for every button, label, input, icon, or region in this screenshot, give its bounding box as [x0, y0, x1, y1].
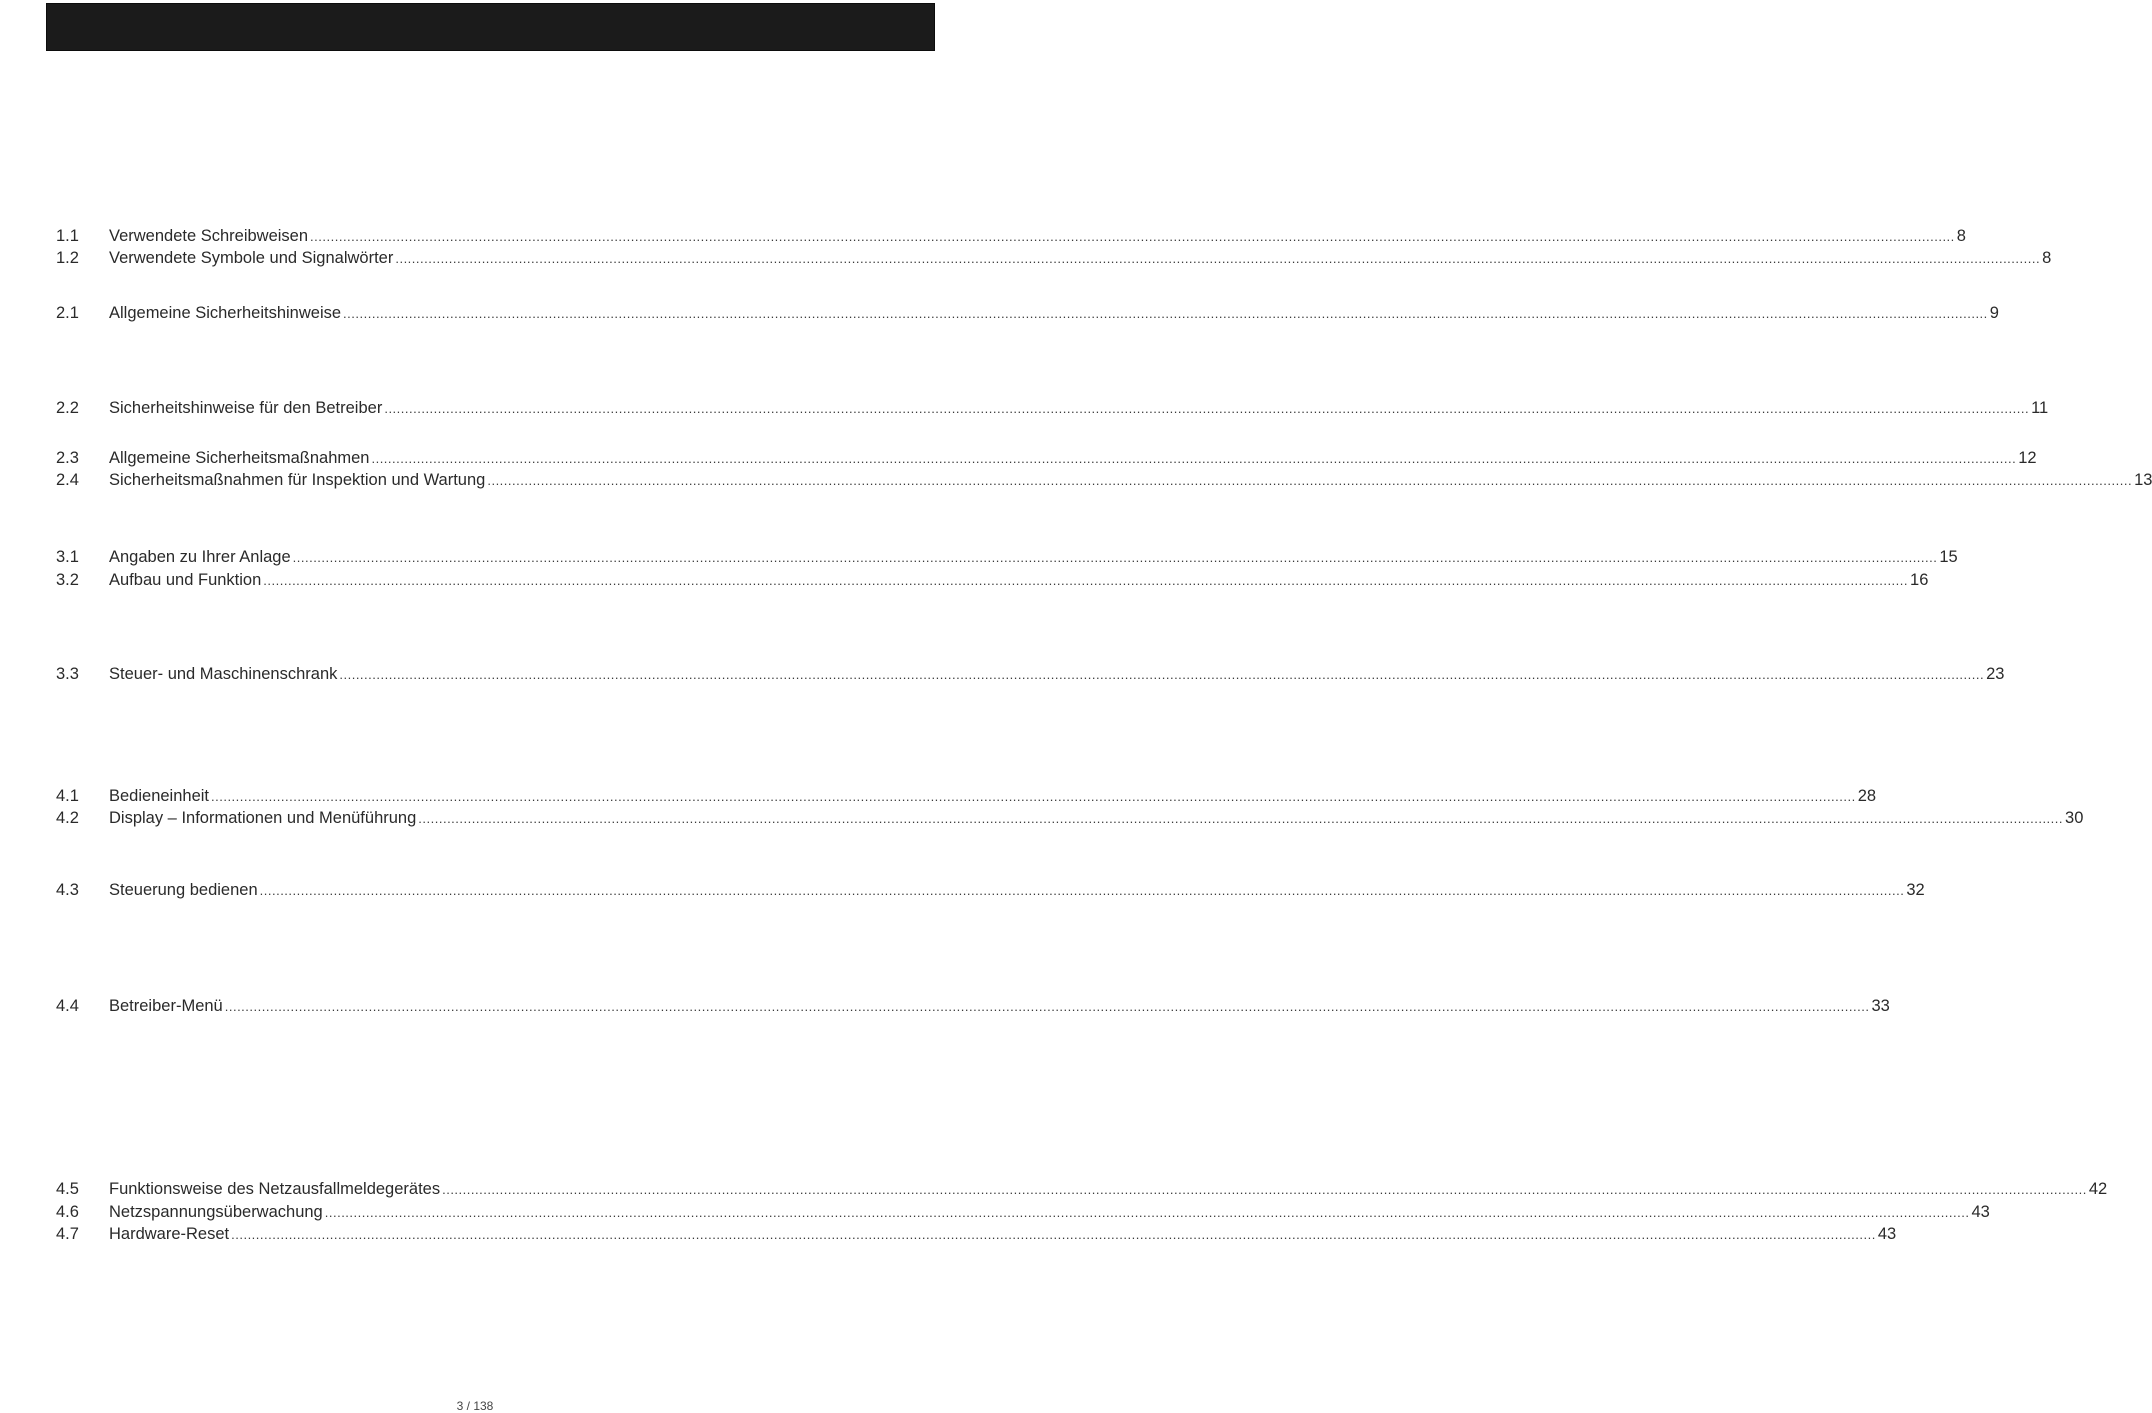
toc-entry-title: Bedieneinheit: [109, 787, 209, 805]
toc-entry-title: Sicherheitsmaßnahmen für Inspektion und Wartung: [109, 471, 486, 489]
toc-entry-title: Allgemeine Sicherheitshinweise: [109, 304, 342, 322]
dot-leader: ................................................................................................................................................................................................................................................................................................................................................................................................................: [384, 401, 2030, 416]
toc-entry[interactable]: [56, 1201, 1990, 1223]
toc-entry[interactable]: [56, 1178, 2108, 1200]
dot-leader: ................................................................................................................................................................................................................................................................................................................................................................................................................: [442, 1182, 2087, 1197]
toc-entry-page: 32: [1906, 881, 1925, 899]
toc-entry-page: 12: [2018, 449, 2037, 467]
toc-entry-page: 9: [1989, 304, 1999, 322]
toc-entry-number: 4.7: [56, 1225, 79, 1243]
dot-leader: ................................................................................................................................................................................................................................................................................................................................................................................................................: [418, 811, 2064, 826]
toc-entry[interactable]: [56, 397, 2049, 419]
toc-entry-page: 30: [2065, 809, 2084, 827]
toc-entry-number: 2.4: [56, 471, 79, 489]
toc-entry-number: 2.2: [56, 399, 79, 417]
dot-leader: ................................................................................................................................................................................................................................................................................................................................................................................................................: [292, 550, 1938, 565]
toc-entry[interactable]: [56, 569, 1929, 591]
toc-entry-page: 43: [1877, 1225, 1897, 1243]
toc-entry-title: Allgemeine Sicherheitsmaßnahmen: [109, 449, 370, 467]
toc-entry[interactable]: [56, 546, 1958, 568]
dot-leader: ................................................................................................................................................................................................................................................................................................................................................................................................................: [259, 883, 1905, 898]
toc-entry-title: Verwendete Symbole und Signalwörter: [109, 249, 394, 267]
dot-leader: ................................................................................................................................................................................................................................................................................................................................................................................................................: [231, 1227, 1876, 1242]
toc-entry[interactable]: [56, 447, 2037, 469]
toc-entry-number: 4.2: [56, 809, 79, 827]
toc-entry[interactable]: [56, 807, 2084, 829]
toc-entry-page: 15: [1939, 548, 1958, 566]
toc-entry-title: Verwendete Schreibweisen: [109, 227, 309, 245]
toc-entry[interactable]: [56, 663, 2005, 685]
toc-entry[interactable]: [56, 302, 1999, 324]
dot-leader: ................................................................................................................................................................................................................................................................................................................................................................................................................: [224, 999, 1870, 1014]
toc-entry-number: 3.2: [56, 571, 79, 589]
dot-leader: ................................................................................................................................................................................................................................................................................................................................................................................................................: [371, 451, 2017, 466]
toc-entry-title: Betreiber-Menü: [109, 997, 223, 1015]
toc-entry-number: 4.1: [56, 787, 79, 805]
toc-entry-title: Steuer- und Maschinenschrank: [109, 665, 338, 683]
toc-entry-title: Aufbau und Funktion: [109, 571, 262, 589]
toc-entry-number: 2.3: [56, 449, 79, 467]
toc-entry-page: 16: [1910, 571, 1929, 589]
toc-entry-title: Netzspannungsüberwachung: [109, 1203, 323, 1221]
toc-entry-page: 13: [2134, 471, 2152, 489]
toc-entry-title: Steuerung bedienen: [109, 881, 258, 899]
dot-leader: ................................................................................................................................................................................................................................................................................................................................................................................................................: [310, 229, 1955, 244]
toc-entry-number: 4.3: [56, 881, 79, 899]
toc-entry-title: Angaben zu Ihrer Anlage: [109, 548, 291, 566]
toc-entry-number: 2.1: [56, 304, 79, 322]
toc-entry[interactable]: [56, 247, 2052, 269]
toc-entry-page: 42: [2088, 1180, 2108, 1198]
toc-entry-page: 33: [1871, 997, 1890, 1015]
dot-leader: ................................................................................................................................................................................................................................................................................................................................................................................................................: [324, 1205, 1970, 1220]
toc-entry-number: 3.1: [56, 548, 79, 566]
toc-entry-number: 4.4: [56, 997, 79, 1015]
toc-entry[interactable]: [56, 225, 1966, 247]
dot-leader: ................................................................................................................................................................................................................................................................................................................................................................................................................: [487, 473, 2133, 488]
dot-leader: ................................................................................................................................................................................................................................................................................................................................................................................................................: [211, 789, 1856, 804]
toc-entry-page: 43: [1971, 1203, 1990, 1221]
toc-entry-number: 3.3: [56, 665, 79, 683]
toc-entry-number: 4.5: [56, 1180, 79, 1198]
toc-entry-number: 1.1: [56, 227, 79, 245]
toc-entry[interactable]: [56, 1223, 1897, 1245]
toc-entry[interactable]: [56, 879, 1925, 901]
toc-entry-page: 11: [2031, 399, 2049, 417]
toc-entry-title: Sicherheitshinweise für den Betreiber: [109, 399, 383, 417]
dot-leader: ................................................................................................................................................................................................................................................................................................................................................................................................................: [263, 573, 1909, 588]
toc-entry[interactable]: [56, 785, 1877, 807]
dot-leader: ................................................................................................................................................................................................................................................................................................................................................................................................................: [339, 667, 1985, 682]
toc-entry-number: 1.2: [56, 249, 79, 267]
toc-entry-page: 8: [1956, 227, 1966, 245]
dot-leader: ................................................................................................................................................................................................................................................................................................................................................................................................................: [343, 306, 1988, 321]
toc-entry[interactable]: [56, 469, 2152, 491]
dot-leader: ................................................................................................................................................................................................................................................................................................................................................................................................................: [395, 251, 2041, 266]
toc-entry-title: Funktionsweise des Netzausfallmeldegerätes: [109, 1180, 441, 1198]
toc-entry-page: 28: [1857, 787, 1877, 805]
toc-entry-page: 8: [2042, 249, 2052, 267]
toc-entry-title: Hardware-Reset: [109, 1225, 230, 1243]
toc-entry-page: 23: [1986, 665, 2005, 683]
page-number: 3 / 138: [456, 1399, 494, 1413]
toc-entry[interactable]: [56, 995, 1890, 1017]
toc-entry-title: Display – Informationen und Menüführung: [109, 809, 417, 827]
toc-entry-number: 4.6: [56, 1203, 79, 1221]
